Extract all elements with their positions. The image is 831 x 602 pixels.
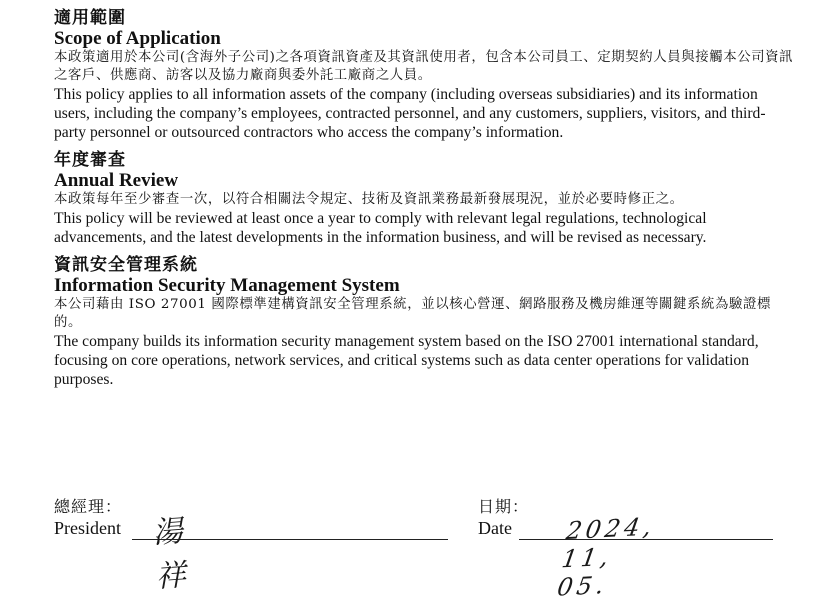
president-label-en: President (54, 518, 121, 538)
signature-area (54, 497, 794, 602)
section-body-zh: 本政策每年至少審查一次，以符合相關法令規定、技術及資訊業務最新發展現況，並於必要時修正之。 (54, 192, 684, 207)
president-signature-block (54, 497, 184, 595)
section-heading-en: Annual Review (54, 170, 179, 191)
handwritten-date: 2024, 11, 05. (555, 512, 658, 602)
section-body-zh: 本政策適用於本公司(含海外子公司)之各項資訊資產及其資訊使用者，包含本公司員工、定期契約人員與接觸本公司資訊之客戶、供應商、訪客以及協力廠商與委外託工廠商之人員。 (54, 50, 794, 83)
section-heading-zh: 年度審查 (54, 150, 126, 170)
section-heading-zh: 資訊安全管理系統 (54, 255, 198, 275)
date-block (478, 497, 658, 602)
section-heading-en: Information Security Management System (54, 275, 400, 296)
date-label-zh: 日期： (478, 497, 530, 516)
president-label-zh: 總經理： (54, 497, 123, 516)
policy-document (54, 8, 794, 397)
section-body-en: This policy applies to all information assets of the company (including overseas subsidiaries) and its information users, including the company’s employees, contracted personnel, and any customers, suppliers, visitors, and third-party personnel or outsourced contractors who access the company’s information. (54, 86, 766, 141)
section-annual-review (54, 150, 794, 247)
date-label-en: Date (478, 518, 512, 538)
section-scope (54, 8, 794, 142)
section-heading-en: Scope of Application (54, 28, 221, 49)
section-body-en: The company builds its information security management system based on the ISO 27001 international standard, focusing on core operations, network services, and critical systems such as data center operations for validation purposes. (54, 333, 759, 388)
section-body-zh: 本公司藉由 ISO 27001 國際標準建構資訊安全管理系統，並以核心營運、網路服務及機房維運等關鍵系統為驗證標的。 (54, 297, 771, 330)
section-isms (54, 255, 794, 389)
section-heading-zh: 適用範圍 (54, 8, 126, 28)
president-handwritten-signature: 湯祥 (151, 514, 184, 595)
section-body-en: This policy will be reviewed at least once a year to comply with relevant legal regulations, technological advancements, and the latest developments in the information business, and will be revised as necessary. (54, 210, 707, 246)
